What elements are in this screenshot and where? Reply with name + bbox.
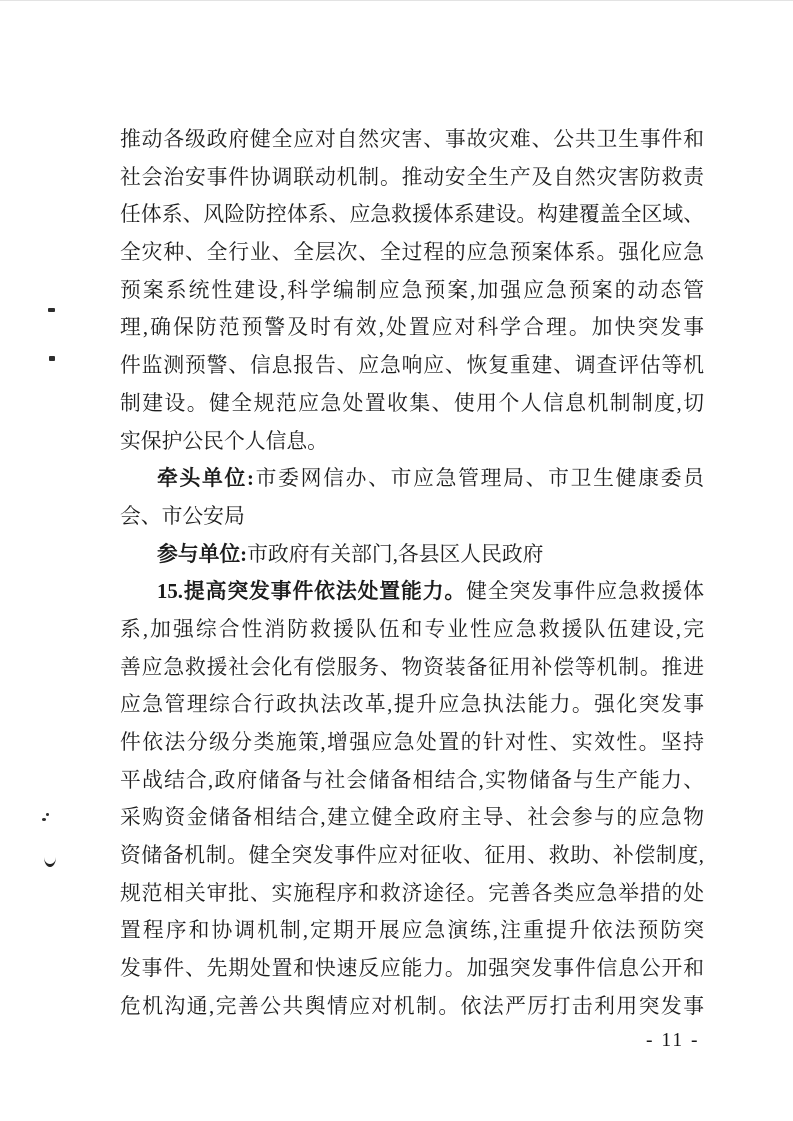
text-line [120,385,704,423]
text-line [120,762,704,800]
text-segment: 系,加强综合性消防救援队伍和专业性应急救援队伍建设,完 [120,617,704,641]
text-segment: 制建设。健全规范应急处置收集、使用个人信息机制制度,切 [120,391,704,415]
text-line [120,536,704,574]
scan-artifact [42,818,46,821]
text-segment: 采购资金储备相结合,建立健全政府主导、社会参与的应急物 [120,806,704,830]
text-segment: 社会治安事件协调联动机制。推动安全生产及自然灾害防救责 [120,165,704,189]
text-line [120,611,704,649]
text-line [120,649,704,687]
text-line [120,272,704,310]
text-line [120,498,704,536]
text-segment: 市委网信办、市应急管理局、市卫生健康委员 [253,467,704,491]
text-line [120,912,704,950]
text-segment: 市政府有关部门,各县区人民政府 [247,542,544,566]
text-segment: 规范相关审批、实施程序和救济途径。完善各类应急举措的处 [120,881,704,905]
text-segment: 会、市公安局 [120,504,245,528]
document-body [120,121,704,1026]
bold-label: 参与单位: [157,542,248,566]
text-segment: 实保护公民个人信息。 [120,429,328,453]
text-line [120,799,704,837]
scan-edge-line [0,0,793,1]
scan-artifact [49,356,55,361]
text-segment: 资储备机制。健全突发事件应对征收、征用、救助、补偿制度, [120,844,704,868]
text-segment: 任体系、风险防控体系、应急救援体系建设。构建覆盖全区域、 [120,203,704,227]
text-line [120,196,704,234]
text-segment: 发事件、先期处置和快速反应能力。加强突发事件信息公开和 [120,957,704,981]
text-segment: 置程序和协调机制,定期开展应急演练,注重提升依法预防突 [120,919,704,943]
text-segment: 推动各级政府健全应对自然灾害、事故灾难、公共卫生事件和 [120,128,704,151]
text-line [120,460,704,498]
text-line [120,234,704,272]
text-line [120,724,704,762]
text-segment: 应急管理综合行政执法改革,提升应急执法能力。强化突发事 [120,693,704,717]
text-line [120,159,704,197]
text-segment: 理,确保防范预警及时有效,处置应对科学合理。加快突发事 [120,316,704,340]
text-line [120,309,704,347]
scan-artifact [46,813,49,816]
text-segment: 全灾种、全行业、全层次、全过程的应急预案体系。强化应急 [120,241,704,265]
text-line [120,875,704,913]
text-line [120,837,704,875]
text-segment: 健全突发事件应急救援体 [466,580,705,604]
text-segment: 危机沟通,完善公共舆情应对机制。依法严厉打击利用突发事 [120,994,704,1018]
text-segment: 件依法分级分类施策,增强应急处置的针对性、实效性。坚持 [120,731,704,754]
text-line [120,423,704,461]
scan-artifact [48,308,55,312]
text-line [120,988,704,1026]
bold-label: 15.提高突发事件依法处置能力。 [157,580,467,604]
bold-label: 牵头单位: [157,467,254,491]
text-line [120,950,704,988]
text-segment: 预案系统性建设,科学编制应急预案,加强应急预案的动态管 [120,278,704,302]
text-segment: 件监测预警、信息报告、应急响应、恢复重建、调查评估等机 [120,354,704,378]
text-segment: 平战结合,政府储备与社会储备相结合,实物储备与生产能力、 [120,768,704,792]
page-number: - 11 - [646,1030,700,1051]
text-line [120,121,704,159]
text-line [120,686,704,724]
scan-artifact [44,857,56,867]
text-segment: 善应急救援社会化有偿服务、物资装备征用补偿等机制。推进 [120,655,704,679]
text-line [120,573,704,611]
text-line [120,347,704,385]
